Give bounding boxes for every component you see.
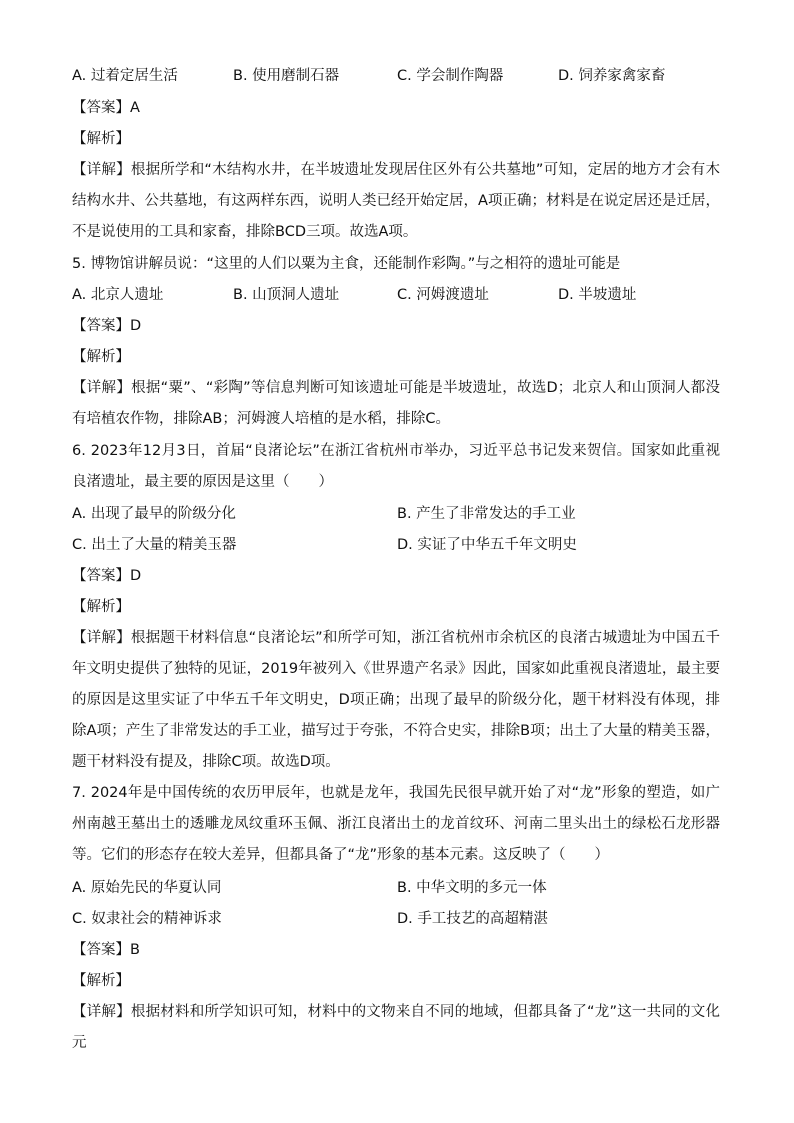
q4-option-c: C. 学会制作陶器	[397, 68, 504, 84]
q6-option-c: C. 出土了大量的精美玉器	[72, 537, 237, 553]
q7-analysis-label: 【解析】	[72, 973, 130, 989]
q5-answer: 【答案】D	[72, 318, 142, 334]
q6-answer: 【答案】D	[72, 568, 142, 584]
q4-analysis-label: 【解析】	[72, 131, 130, 147]
q4-option-b: B. 使用磨制石器	[233, 68, 340, 84]
q5-analysis-label: 【解析】	[72, 349, 130, 365]
q6-detail: 【详解】根据题干材料信息“良渚论坛”和所学可知，浙江省杭州市余杭区的良渚古城遗址为中国五千年文明史提供了独特的见证，2019年被列入《世界遗产名录》因此，国家如此重视良渚遗址，最主要的原因是这里实证了中华五千年文明史，D项正确；出现了最早的阶级分化，题干材料没有体现，排除A项；产生了非常发达的手工业，描写过于夸张，不符合史实，排除B项；出土了大量的精美玉器，题干材料没有提及，排除C项。故选D项。	[72, 630, 720, 770]
q7-option-d: D. 手工技艺的高超精湛	[397, 911, 548, 927]
q7-option-c: C. 奴隶社会的精神诉求	[72, 911, 222, 927]
q5-option-c: C. 河姆渡遗址	[397, 287, 489, 303]
q5-detail: 【详解】根据“粟”、“彩陶”等信息判断可知该遗址可能是半坡遗址，故选D；北京人和山顶洞人都没有培植农作物，排除AB；河姆渡人培植的是水稻，排除C。	[72, 380, 720, 427]
q6-stem: 6. 2023年12月3日，首届“良渚论坛”在浙江省杭州市举办，习近平总书记发来贺信。国家如此重视良渚遗址，最主要的原因是这里（ ）	[72, 443, 720, 490]
q7-detail: 【详解】根据材料和所学知识可知，材料中的文物来自不同的地域，但都具备了“龙”这一共同的文化元	[72, 1004, 720, 1051]
q5-option-b: B. 山顶洞人遗址	[233, 287, 340, 303]
q7-answer: 【答案】B	[72, 942, 140, 958]
q6-option-a: A. 出现了最早的阶级分化	[72, 506, 236, 522]
q4-option-d: D. 饲养家禽家畜	[558, 68, 666, 84]
q5-stem: 5. 博物馆讲解员说：“这里的人们以粟为主食，还能制作彩陶。”与之相符的遗址可能是	[72, 256, 621, 272]
q6-option-b: B. 产生了非常发达的手工业	[397, 506, 576, 522]
q5-option-a: A. 北京人遗址	[72, 287, 164, 303]
q5-option-d: D. 半坡遗址	[558, 287, 637, 303]
q7-stem: 7. 2024年是中国传统的农历甲辰年，也就是龙年，我国先民很早就开始了对“龙”形象的塑造，如广州南越王墓出土的透雕龙凤纹重环玉佩、浙江良渚出土的龙首纹环、河南二里头出土的绿松石龙形器等。它们的形态存在较大差异，但都具备了“龙”形象的基本元素。这反映了（ ）	[72, 785, 720, 863]
q7-option-b: B. 中华文明的多元一体	[397, 880, 547, 896]
q4-detail: 【详解】根据所学和“木结构水井，在半坡遗址发现居住区外有公共墓地”可知，定居的地方才会有木结构水井、公共墓地，有这两样东西，说明人类已经开始定居，A项正确；材料是在说定居还是迁居，不是说使用的工具和家畜，排除BCD三项。故选A项。	[72, 162, 720, 240]
q7-option-a: A. 原始先民的华夏认同	[72, 880, 222, 896]
q4-answer: 【答案】A	[72, 100, 140, 116]
q6-option-d: D. 实证了中华五千年文明史	[397, 537, 577, 553]
q4-option-a: A. 过着定居生活	[72, 68, 178, 84]
q6-analysis-label: 【解析】	[72, 599, 130, 615]
